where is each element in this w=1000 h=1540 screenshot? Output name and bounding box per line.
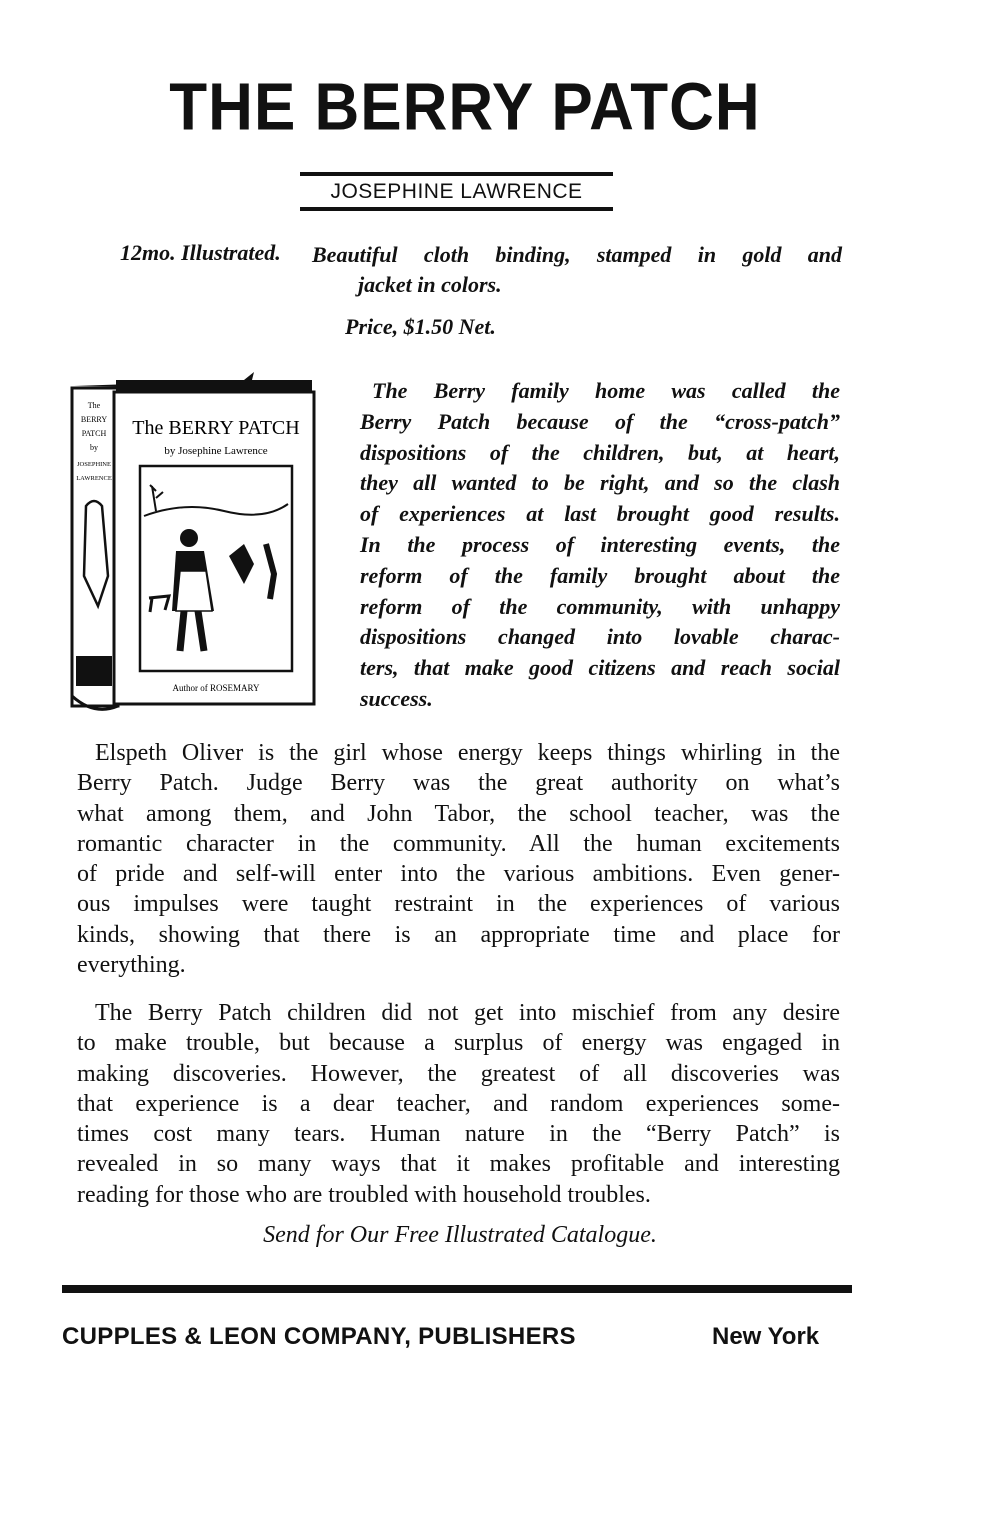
text-line: The Berry Patch children did not get into mischief from any desire <box>95 1000 840 1026</box>
binding-line: jacket in colors. <box>358 272 502 297</box>
spine-text: JOSEPHINE <box>77 461 111 468</box>
text-line: of pride and self-will enter into the various ambitions. Even gener- <box>77 861 840 888</box>
author-name: JOSEPHINE LAWRENCE <box>300 172 613 211</box>
text-line: to make trouble, but because a surplus of energy was engaged in <box>77 1030 840 1057</box>
text-line: what among them, and John Tabor, the school teacher, was the <box>77 800 840 827</box>
text-line: reform of the community, with unhappy <box>360 593 840 619</box>
text-line: everything. <box>77 952 186 979</box>
text-line: In the process of interesting events, the <box>360 531 840 557</box>
text-line: of experiences at last brought good results. <box>360 501 840 527</box>
text-line: The Berry family home was called the <box>372 378 840 403</box>
text-line: ous impulses were taught restraint in the experiences of various <box>77 891 840 918</box>
format-note: 12mo. Illustrated. <box>120 240 281 265</box>
text-line: dispositions of the children, but, at heart, <box>360 439 840 465</box>
footer-divider <box>62 1285 852 1293</box>
price: Price, $1.50 Net. <box>345 314 496 339</box>
spine-text: PATCH <box>81 429 107 438</box>
binding-line: Beautiful cloth binding, stamped in gold and <box>312 242 842 267</box>
book-description <box>360 376 840 715</box>
spine-text: The <box>87 401 101 410</box>
body-paragraph-1 <box>77 738 840 980</box>
book-title: THE BERRY PATCH <box>169 70 761 145</box>
spine-text: BERRY <box>80 415 108 424</box>
text-line: they all wanted to be right, and so the clash <box>360 470 840 496</box>
text-line: dispositions changed into lovable charac- <box>360 624 840 650</box>
text-line: success. <box>360 685 433 711</box>
body-paragraph-2 <box>77 998 840 1210</box>
text-line: Berry Patch because of the “cross-patch” <box>360 408 840 434</box>
cover-title: The BERRY PATCH <box>132 417 300 439</box>
text-line: reading for those who are troubled with household troubles. <box>77 1181 651 1208</box>
spine-text: by <box>90 443 98 452</box>
book-cover-illustration <box>64 366 320 716</box>
text-line: ters, that make good citizens and reach social <box>360 655 840 681</box>
text-line: Elspeth Oliver is the girl whose energy keeps things whirling in the <box>95 740 840 766</box>
text-line: times cost many tears. Human nature in the “Berry Patch” is <box>77 1121 840 1148</box>
text-line: romantic character in the community. All the human excitements <box>77 830 840 857</box>
text-line: that experience is a dear teacher, and random experiences some- <box>77 1090 840 1117</box>
text-line: reform of the family brought about the <box>360 562 840 588</box>
text-line: revealed in so many ways that it makes profitable and interesting <box>77 1151 840 1178</box>
text-line: kinds, showing that there is an appropriate time and place for <box>77 921 840 948</box>
catalogue-note: Send for Our Free Illustrated Catalogue. <box>263 1222 657 1248</box>
text-line: making discoveries. However, the greatest of all discoveries was <box>77 1060 840 1087</box>
publisher-city: New York <box>712 1323 820 1350</box>
publisher-name: CUPPLES & LEON COMPANY, PUBLISHERS <box>62 1323 576 1350</box>
cover-footer: Author of ROSEMARY <box>172 683 260 693</box>
binding-description <box>312 240 842 300</box>
text-line: Berry Patch. Judge Berry was the great authority on what’s <box>77 770 840 797</box>
spine-text: LAWRENCE <box>76 475 112 482</box>
cover-byline: by Josephine Lawrence <box>164 445 268 457</box>
